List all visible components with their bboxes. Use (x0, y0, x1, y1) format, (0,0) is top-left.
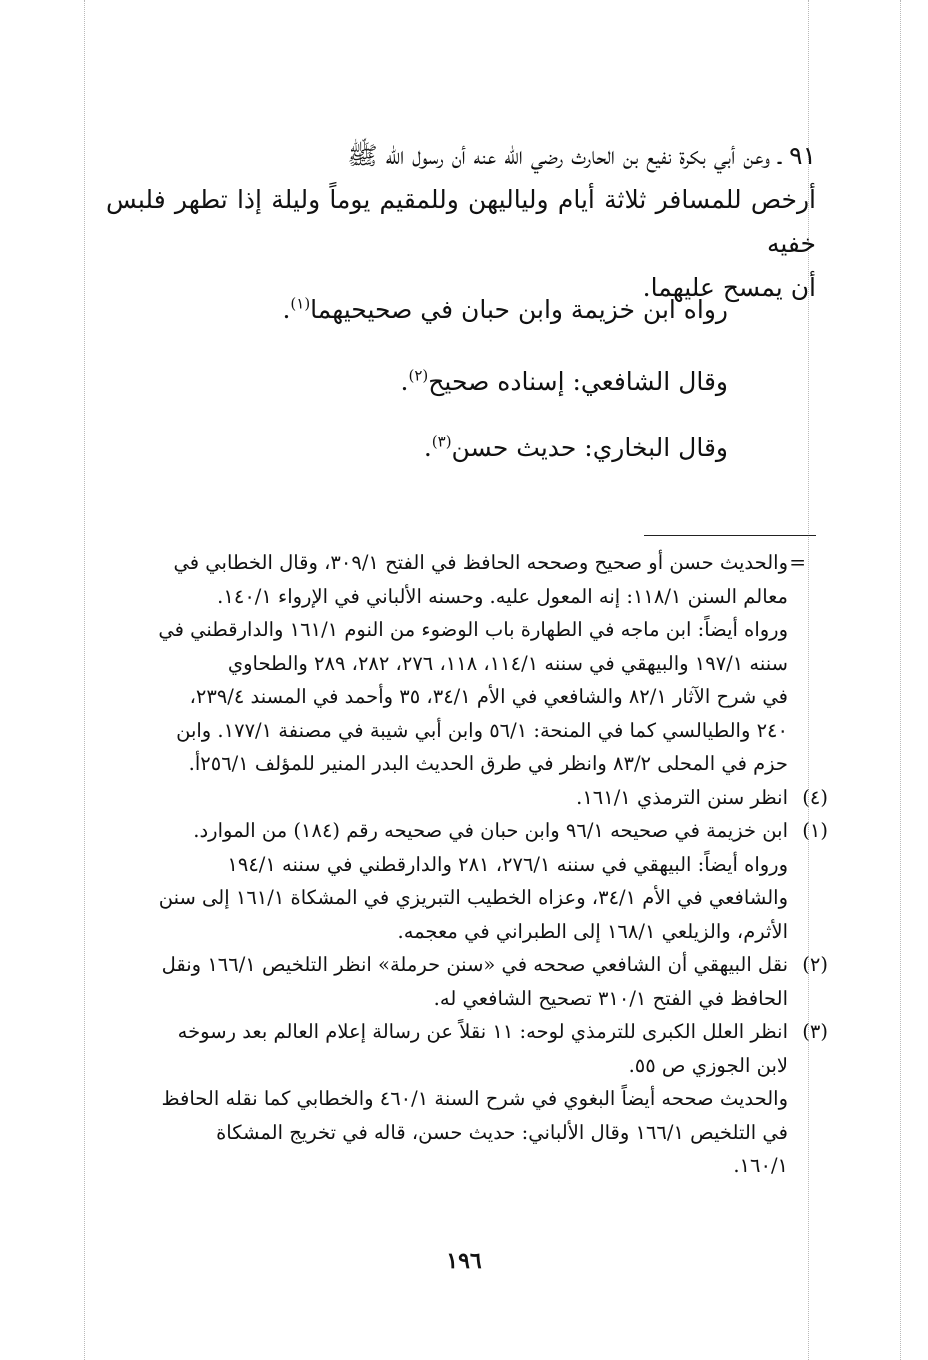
footnote-line: في التلخيص ١٦٦/١ وقال الألباني: حديث حسن، قاله في تخريج المشكاة (216, 1120, 788, 1144)
continuation-mark: = (789, 550, 806, 574)
footnote-line: ١٦٠/١. (733, 1154, 788, 1177)
footnote-3 (118, 1015, 828, 1082)
citation-bukhari: وقال البخاري: حديث حسن$^{(٣)}$. (423, 432, 728, 462)
footnote-marker: (١) (802, 819, 828, 842)
footnote-line: انظر سنن الترمذي ١٦١/١. (576, 785, 788, 809)
citation-shafii: وقال الشافعي: إسناده صحيح$^{(٢)}$. (400, 366, 728, 396)
citation-text: رواه ابن خزيمة وابن حبان في صحيحيهما (310, 295, 728, 324)
citation-text: وقال الشافعي: إسناده صحيح (428, 367, 728, 396)
footnote-line: نقل البيهقي أن الشافعي صححه في «سنن حرملة» انظر التلخيص ١٦٦/١ ونقل (161, 953, 788, 976)
footnote-ref[interactable]: (١) (290, 294, 311, 313)
footnote-line: ورواه أيضاً: البيهقي في سننه ٢٧٦/١، ٢٨١ والدارقطني في سننه ١٩٤/١ (227, 852, 788, 876)
footnote-line: والحديث حسن أو صحيح وصححه الحافظ في الفتح ٣٠٩/١، وقال الخطابي في (173, 551, 788, 574)
footnote-ref[interactable]: (٢) (408, 366, 429, 385)
footnote-line: ورواه أيضاً: ابن ماجه في الطهارة باب الوضوء من النوم ١٦١/١ والدارقطني في (158, 618, 788, 641)
footnote-trailing (118, 1082, 788, 1183)
footnote-ref[interactable]: (٣) (431, 432, 452, 451)
footnote-line: حزم في المحلى ٨٣/٢ وانظر في طرق الحديث البدر المنير للمؤلف ٢٥٦/١أ. (188, 752, 788, 775)
footnote-line: والشافعي في الأم ٣٤/١، وعزاه الخطيب التبريزي في المشكاة ١٦١/١ إلى سنن (158, 886, 788, 909)
citation-text: وقال البخاري: حديث حسن (451, 433, 728, 462)
footnote-line: في شرح الآثار ٨٢/١ والشافعي في الأم ٣٤/١، ٣٥ وأحمد في المسند ٢٣٩/٤، (189, 685, 788, 708)
footnote-line: ٢٤٠ والطيالسي كما في المنحة: ٥٦/١ وابن أبي شيبة في مصنفة ١٧٧/١. وابن (176, 718, 788, 742)
footnote-4 (118, 781, 828, 815)
footnotes-section (118, 546, 828, 1183)
footnote-line: ابن خزيمة في صحيحه ٩٦/١ وابن حبان في صحيحه رقم (١٨٤) من الموارد. (193, 819, 788, 842)
footnote-separator (644, 535, 816, 536)
footnote-marker: (٢) (802, 953, 828, 976)
hadith-line: ٩١ ـ وعن أبي بكرة نفيع بن الحارث رضي الله عنه أن رسول الله ﷺ (347, 141, 816, 170)
footnote-marker: (٤) (802, 785, 828, 809)
citation-ibn-khuzaymah: رواه ابن خزيمة وابن حبان في صحيحيهما$^{(١)}$. (282, 294, 728, 324)
footnote-line: الأثرم، والزيلعي ١٦٨/١ إلى الطبراني في معجمه. (397, 919, 788, 943)
scan-border-left (84, 0, 85, 1360)
footnote-line: انظر العلل الكبرى للترمذي لوحه: ١١ نقلاً عن رسالة إعلام العالم بعد رسوخه (177, 1020, 788, 1043)
footnote-line: الحافظ في الفتح ٣١٠/١ تصحيح الشافعي له. (433, 986, 788, 1010)
scan-border-edge (900, 0, 901, 1360)
footnote-1 (118, 814, 828, 948)
hadith-paragraph (106, 134, 816, 310)
page-number: ١٩٦ (446, 1248, 482, 1274)
footnote-line: والحديث صححه أيضاً البغوي في شرح السنة ٤٦٠/١ والخطابي كما نقله الحافظ (161, 1087, 788, 1110)
hadith-line: أن يمسح عليهما. (642, 273, 816, 302)
footnote-line: معالم السنن ١١٨/١: إنه المعول عليه. وحسنه الألباني في الإرواء ١٤٠/١. (217, 584, 788, 608)
footnote-line: سننه ١٩٧/١ والبيهقي في سننه ١١٤/١، ١١٨، ٢٧٦، ٢٨٢، ٢٨٩ والطحاوي (227, 651, 788, 675)
footnote-line: لابن الجوزي ص ٥٥. (628, 1053, 788, 1077)
footnote-marker: (٣) (802, 1020, 828, 1043)
hadith-line: أرخص للمسافر ثلاثة أيام ولياليهن وللمقيم يوماً وليلة إذا تطهر فلبس خفيه (106, 185, 816, 258)
footnote-2 (118, 948, 828, 1015)
